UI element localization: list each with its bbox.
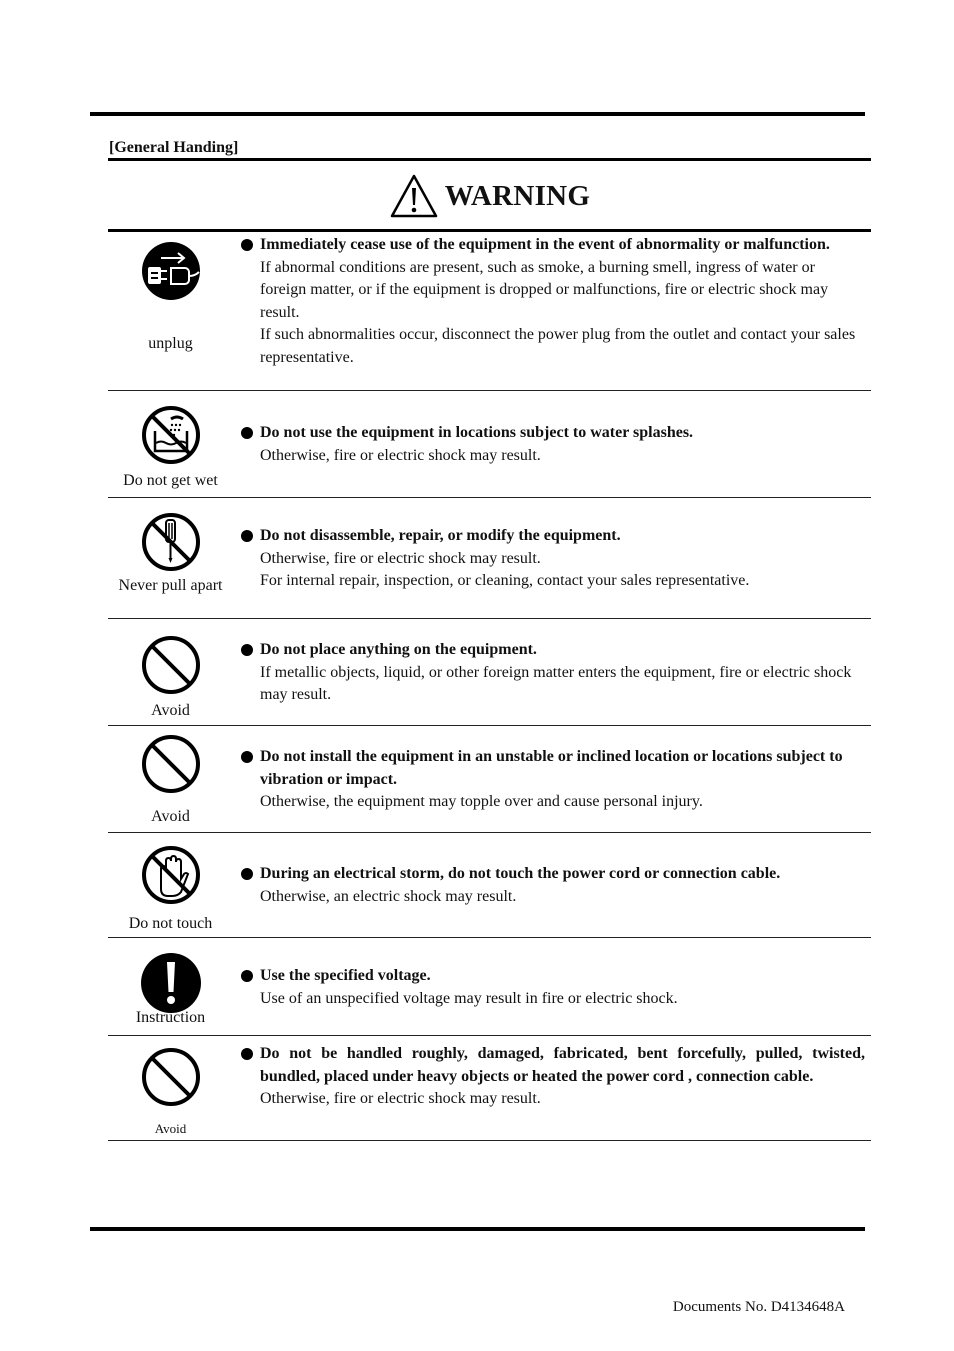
- symbol-label: Never pull apart: [118, 577, 223, 594]
- prohibition-icon: [141, 1047, 201, 1107]
- warning-row-unplug: [108, 232, 871, 391]
- bottom-rule: [90, 1227, 865, 1231]
- bullet-dot: [241, 427, 253, 439]
- section-title-rule: [108, 158, 871, 161]
- symbol-label: Avoid: [151, 702, 190, 719]
- warning-row-avoid-cord: [108, 1036, 871, 1141]
- symbol-label: Avoid: [154, 1121, 187, 1136]
- warning-lead: Do not install the equipment in an unstable or inclined location or locations subject to vibration or impact.: [260, 748, 843, 788]
- warning-body: For internal repair, inspection, or cleaning, contact your sales representative.: [260, 572, 750, 589]
- bullet-dot: [241, 868, 253, 880]
- unplug-icon: [141, 241, 201, 301]
- warning-lead: Do not be handled roughly, damaged, fabricated, bent forcefully, pulled, twisted, bundled, placed under heavy objects or heated the power cord , connection cable.: [260, 1045, 865, 1085]
- warning-body: Use of an unspecified voltage may result in fire or electric shock.: [260, 989, 678, 1007]
- warning-body: Otherwise, fire or electric shock may result.: [260, 446, 541, 464]
- do-not-get-wet-icon: [141, 405, 201, 465]
- warning-row-avoid-install: [108, 726, 871, 833]
- top-rule: [90, 112, 865, 116]
- warning-body: If such abnormalities occur, disconnect the power plug from the outlet and contact your sales representative.: [260, 326, 856, 366]
- warning-title: WARNING: [444, 179, 591, 212]
- warning-body: Otherwise, fire or electric shock may result.: [260, 549, 541, 567]
- warning-body: Otherwise, an electric shock may result.: [260, 887, 517, 905]
- warning-body: Otherwise, the equipment may topple over and cause personal injury.: [260, 793, 703, 810]
- symbol-label: Instruction: [135, 1009, 206, 1026]
- warning-body: Otherwise, fire or electric shock may result.: [260, 1090, 541, 1107]
- warning-body: If metallic objects, liquid, or other foreign matter enters the equipment, fire or electric shock may result.: [260, 663, 852, 703]
- warning-row-do-not-touch: [108, 833, 871, 938]
- prohibition-icon: [141, 635, 201, 695]
- warning-row-instruction: [108, 938, 871, 1036]
- warning-lead: Do not use the equipment in locations subject to water splashes.: [260, 424, 694, 441]
- warning-row-do-not-get-wet: [108, 391, 871, 498]
- symbol-label: Do not touch: [128, 915, 213, 932]
- bullet-dot: [241, 751, 253, 763]
- never-pull-apart-icon: [141, 512, 201, 572]
- bullet-dot: [241, 530, 253, 542]
- warning-lead: Do not place anything on the equipment.: [260, 641, 537, 658]
- symbol-label: Do not get wet: [123, 472, 218, 489]
- instruction-icon: [141, 953, 201, 1013]
- section-title: [General Handing]: [109, 139, 239, 156]
- warning-triangle-icon: [389, 173, 439, 219]
- warning-row-never-pull-apart: [108, 498, 871, 619]
- symbol-label: unplug: [148, 335, 193, 352]
- warning-lead: Use the specified voltage.: [260, 967, 431, 984]
- bullet-dot: [241, 644, 253, 656]
- warning-lead: Do not disassemble, repair, or modify the equipment.: [260, 527, 621, 544]
- warning-body: If abnormal conditions are present, such as smoke, a burning smell, ingress of water or foreign matter, or if the equipment is dropped or malfunctions, fire or electric shock may result.: [260, 258, 829, 321]
- warning-header: [108, 166, 871, 226]
- do-not-touch-icon: [141, 845, 201, 905]
- symbol-label: Avoid: [151, 808, 190, 825]
- warning-lead: During an electrical storm, do not touch the power cord or connection cable.: [260, 865, 781, 882]
- warning-lead: Immediately cease use of the equipment in the event of abnormality or malfunction.: [260, 236, 830, 253]
- document-number: Documents No. D4134648A: [672, 1299, 845, 1315]
- prohibition-icon: [141, 734, 201, 794]
- bullet-dot: [241, 970, 253, 982]
- bullet-dot: [241, 239, 253, 251]
- warning-row-avoid-place: [108, 619, 871, 726]
- bullet-dot: [241, 1048, 253, 1060]
